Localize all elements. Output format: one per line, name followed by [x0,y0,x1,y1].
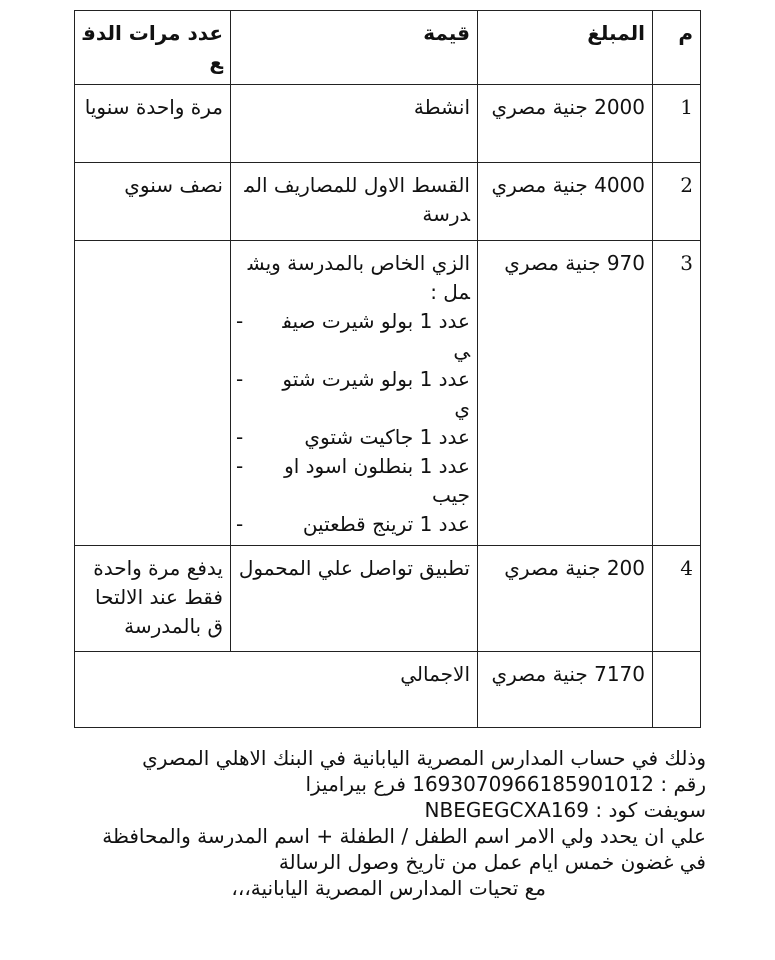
fees-table [74,10,701,728]
uniform-item-text: عدد 1 ترينج قطعتين [302,512,470,536]
row-num: 4 [653,546,701,652]
uniform-item [238,365,470,423]
row-amount: 4000 جنية مصري [478,163,653,241]
table-row [75,85,701,163]
row-frequency: يدفع مرة واحدة فقط عند الالتحاق بالمدرسة [75,546,231,652]
bullet-dash: - [236,425,244,449]
row-num [653,652,701,728]
header-num: م [653,11,701,85]
row-value: القسط الاول للمصاريف المدرسة [231,163,478,241]
payment-instructions [102,745,706,901]
uniform-intro: الزي الخاص بالمدرسة ويشمل : [247,251,470,304]
table-row [75,163,701,241]
uniform-item [238,510,470,539]
deadline-line: في غضون خمس ايام عمل من تاريخ وصول الرسالة [278,850,706,874]
header-amount: المبلغ [478,11,653,85]
row-num: 1 [653,85,701,163]
swift-code-line: سويفت كود : NBEGEGCXA169 [424,798,706,822]
uniform-item [238,307,470,365]
header-frequency: عدد مرات الدفع [75,11,231,85]
uniform-item-text: عدد 1 بولو شيرت شتوي [282,367,470,420]
table-row [75,241,701,546]
row-amount: 2000 جنية مصري [478,85,653,163]
bank-account-line: وذلك في حساب المدارس المصرية اليابانية في البنك الاهلي المصري [142,746,706,770]
instructions-line: علي ان يحدد ولي الامر اسم الطفل / الطفلة + اسم المدرسة والمحافظة [102,824,706,848]
bullet-dash: - [236,309,244,333]
bullet-dash: - [236,454,244,478]
uniform-item-text: عدد 1 جاكيت شتوي [304,425,470,449]
row-value: تطبيق تواصل علي المحمول [231,546,478,652]
row-frequency [75,241,231,546]
row-amount: 200 جنية مصري [478,546,653,652]
bullet-dash: - [236,367,244,391]
uniform-item-text: عدد 1 بنطلون اسود او جيب [284,454,470,507]
bullet-dash: - [236,512,244,536]
uniform-item [238,452,470,510]
account-number-line: رقم : 1693070966185901012 فرع بيراميزا [305,772,706,796]
table-total-row [75,652,701,728]
row-frequency: نصف سنوي [75,163,231,241]
table-header-row [75,11,701,85]
row-num: 2 [653,163,701,241]
uniform-item-text: عدد 1 بولو شيرت صيفي [282,309,470,362]
row-num: 3 [653,241,701,546]
total-label: الاجمالي [75,652,478,728]
row-amount: 970 جنية مصري [478,241,653,546]
uniform-item [238,423,470,452]
table-row [75,546,701,652]
total-amount: 7170 جنية مصري [478,652,653,728]
row-frequency: مرة واحدة سنويا [75,85,231,163]
row-value: انشطة [231,85,478,163]
row-value-uniform [231,241,478,546]
signature-line: مع تحيات المدارس المصرية اليابانية،،، [231,876,546,900]
header-value: قيمة [231,11,478,85]
